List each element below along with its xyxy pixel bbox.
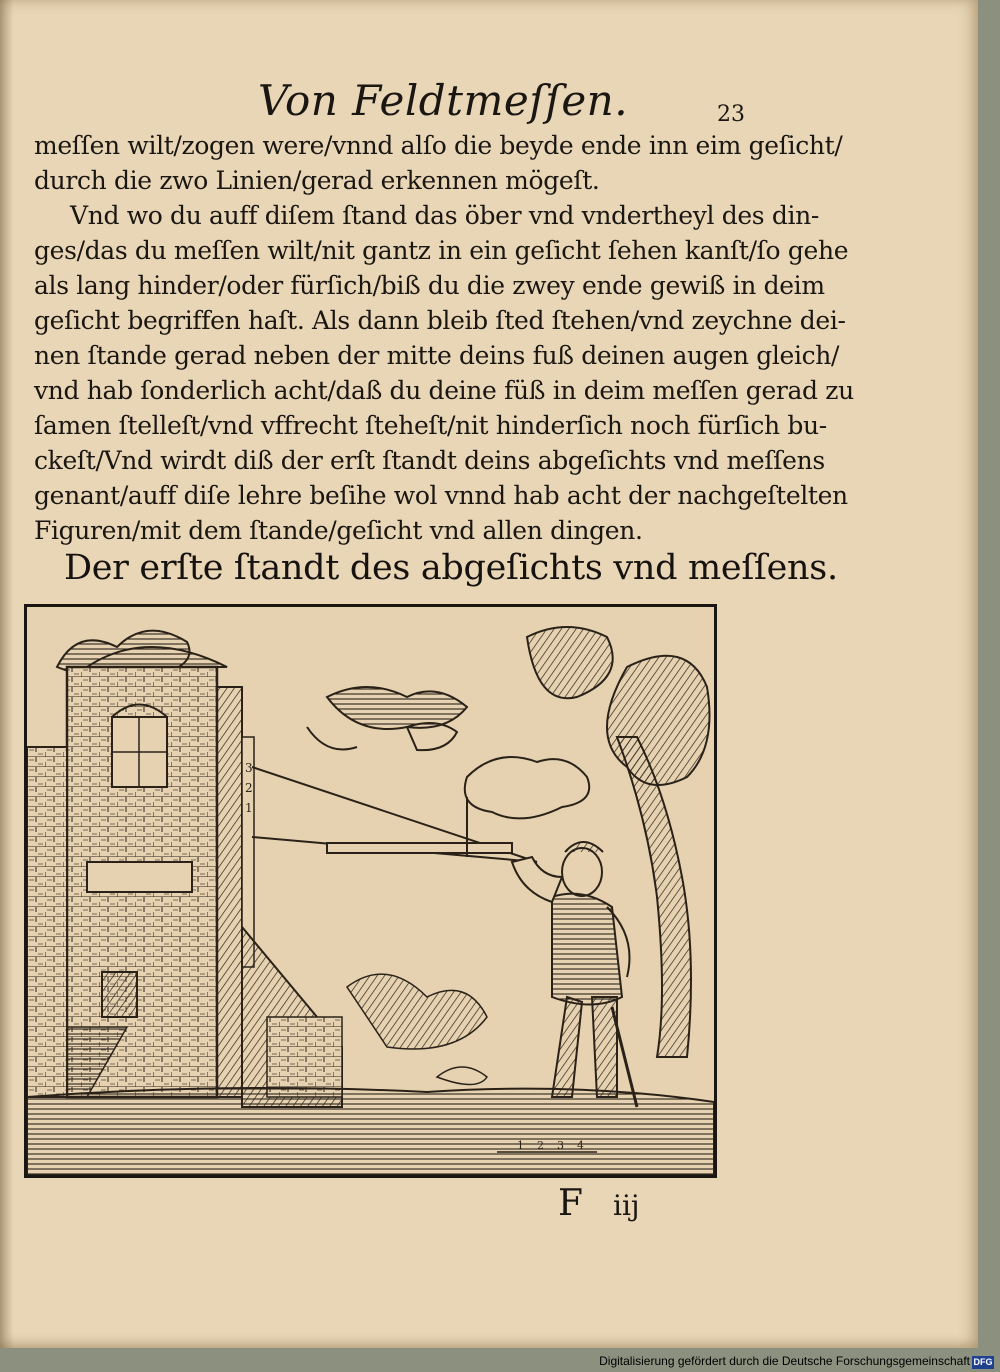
ground-mark: 2	[537, 1139, 544, 1152]
dfg-logo[interactable]: DFG	[973, 1357, 993, 1367]
text-line: genant/auff diſe lehre beſihe wol vnnd hab acht der nachgeſtelten	[34, 481, 848, 510]
staff-mark: 3	[245, 761, 253, 775]
text-line: Figuren/mit dem ſtande/geſicht vnd allen dingen.	[34, 516, 643, 545]
tower	[27, 647, 242, 1097]
text-line: ges/das du meſſen wilt/nit gantz in ein geſicht ſehen kanſt/ſo gehe	[34, 236, 849, 265]
footer-credit: Digitalisierung gefördert durch die Deutsche Forschungsgemeinschaft	[599, 1354, 970, 1368]
text-line: ckeſt/Vnd wirdt diß der erſt ſtandt deins abgeſichts vnd meſſens	[34, 446, 825, 475]
woodcut-illustration	[24, 604, 717, 1178]
text-line: vnd hab ſonderlich acht/daß du deine füß in deim meſſen gerad zu	[34, 376, 854, 405]
ground-mark: 4	[577, 1139, 584, 1152]
gutter-shadow	[0, 0, 14, 1348]
folio-number: 23	[717, 102, 745, 127]
woodcut-drawing	[27, 607, 714, 1175]
signature-mark	[558, 1183, 640, 1224]
staff-mark: 2	[245, 781, 253, 795]
body-text	[34, 128, 854, 548]
signature-letter: F	[558, 1183, 583, 1224]
text-line: als lang hinder/oder fürſich/biß du die zwey ende gewiß in deim	[34, 271, 825, 300]
signature-number: iij	[612, 1189, 640, 1222]
surveyor-figure	[512, 842, 637, 1107]
staff-mark: 1	[245, 801, 253, 815]
ground-mark: 1	[517, 1139, 524, 1152]
text-line: Vnd wo du auff diſem ſtand das öber vnd vndertheyl des din-	[70, 201, 820, 230]
text-line: ſamen ſtelleſt/vnd vffrecht ſteheſt/nit hinderſich noch fürſich bu-	[34, 411, 827, 440]
figure-caption: Der erſte ſtandt des abgeſichts vnd meſſens.	[64, 548, 838, 588]
text-line: nen ſtande gerad neben der mitte deins fuß deinen augen gleich/	[34, 341, 840, 370]
sight-lines	[252, 767, 537, 862]
text-line: durch die zwo Linien/gerad erkennen mögeſt.	[34, 166, 600, 195]
text-line: geſicht begriffen haſt. Als dann bleib ſted ſtehen/vnd zeychne dei-	[34, 306, 846, 335]
text-line: meſſen wilt/zogen were/vnnd alſo die beyde ende inn eim geſicht/	[34, 131, 843, 160]
ground-mark: 3	[557, 1139, 564, 1152]
running-head: Von Feldtmeſſen.	[258, 76, 629, 125]
